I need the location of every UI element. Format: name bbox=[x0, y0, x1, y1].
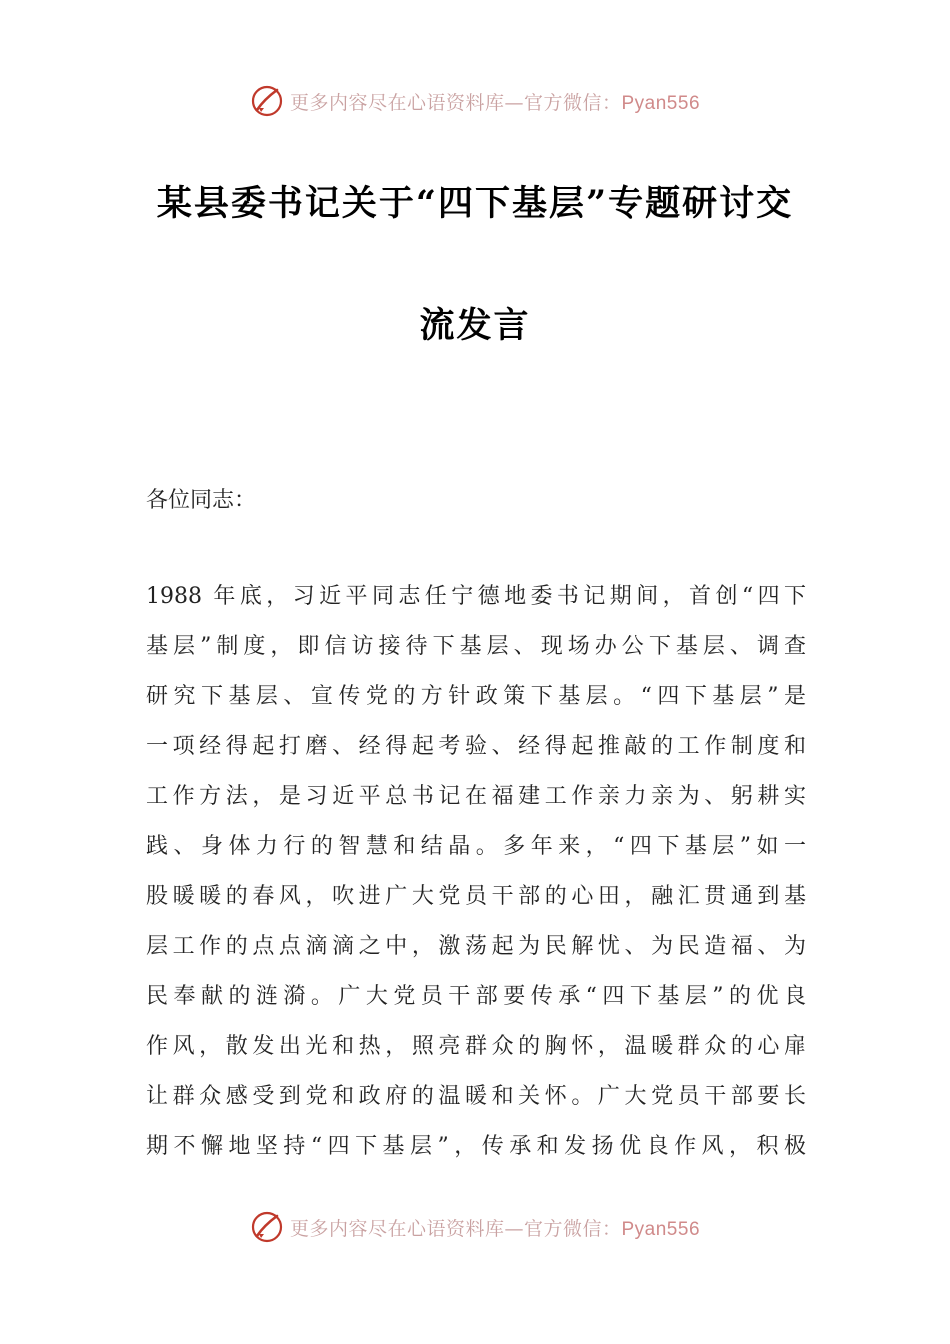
body-line: 股暖暖的春风，吹进广大党员干部的心田，融汇贯通到基 bbox=[146, 884, 806, 909]
watermark-account: Pyan556 bbox=[621, 1218, 701, 1240]
body-paragraph bbox=[146, 580, 806, 1180]
body-line: 民奉献的涟漪。广大党员干部要传承“四下基层”的优良 bbox=[146, 984, 806, 1009]
watermark-banner-bottom bbox=[0, 1210, 950, 1244]
document-title-line-1: 某县委书记关于“四下基层”专题研讨交 bbox=[156, 183, 794, 224]
body-line: 作风，散发出光和热，照亮群众的胸怀，温暖群众的心扉 bbox=[146, 1034, 806, 1059]
watermark-banner-top bbox=[0, 84, 950, 118]
body-line: 层工作的点点滴滴之中，激荡起为民解忧、为民造福、为 bbox=[146, 934, 806, 959]
body-line: 一项经得起打磨、经得起考验、经得起推敲的工作制度和 bbox=[146, 734, 806, 759]
body-line: 基层”制度，即信访接待下基层、现场办公下基层、调查 bbox=[146, 634, 806, 659]
body-line: 践、身体力行的智慧和结晶。多年来，“四下基层”如一 bbox=[146, 834, 806, 859]
pen-circle-logo-icon bbox=[250, 1210, 284, 1244]
watermark-account: Pyan556 bbox=[621, 92, 701, 114]
body-line: 工作方法，是习近平总书记在福建工作亲力亲为、躬耕实 bbox=[146, 784, 806, 809]
body-line: 1988 年底，习近平同志任宁德地委书记期间，首创“四下 bbox=[146, 584, 806, 609]
body-line: 期不懈地坚持“四下基层”，传承和发扬优良作风，积极 bbox=[146, 1134, 806, 1159]
document-title-line-2: 流发言 bbox=[419, 305, 531, 346]
watermark-text: 更多内容尽在心语资料库—官方微信：Pyan556 bbox=[289, 1217, 701, 1240]
greeting: 各位同志： bbox=[146, 488, 257, 513]
pen-circle-logo-icon bbox=[250, 84, 284, 118]
watermark-text: 更多内容尽在心语资料库—官方微信：Pyan556 bbox=[289, 91, 701, 114]
body-line: 让群众感受到党和政府的温暖和关怀。广大党员干部要长 bbox=[146, 1084, 806, 1109]
body-line: 研究下基层、宣传党的方针政策下基层。“四下基层”是 bbox=[146, 684, 806, 709]
